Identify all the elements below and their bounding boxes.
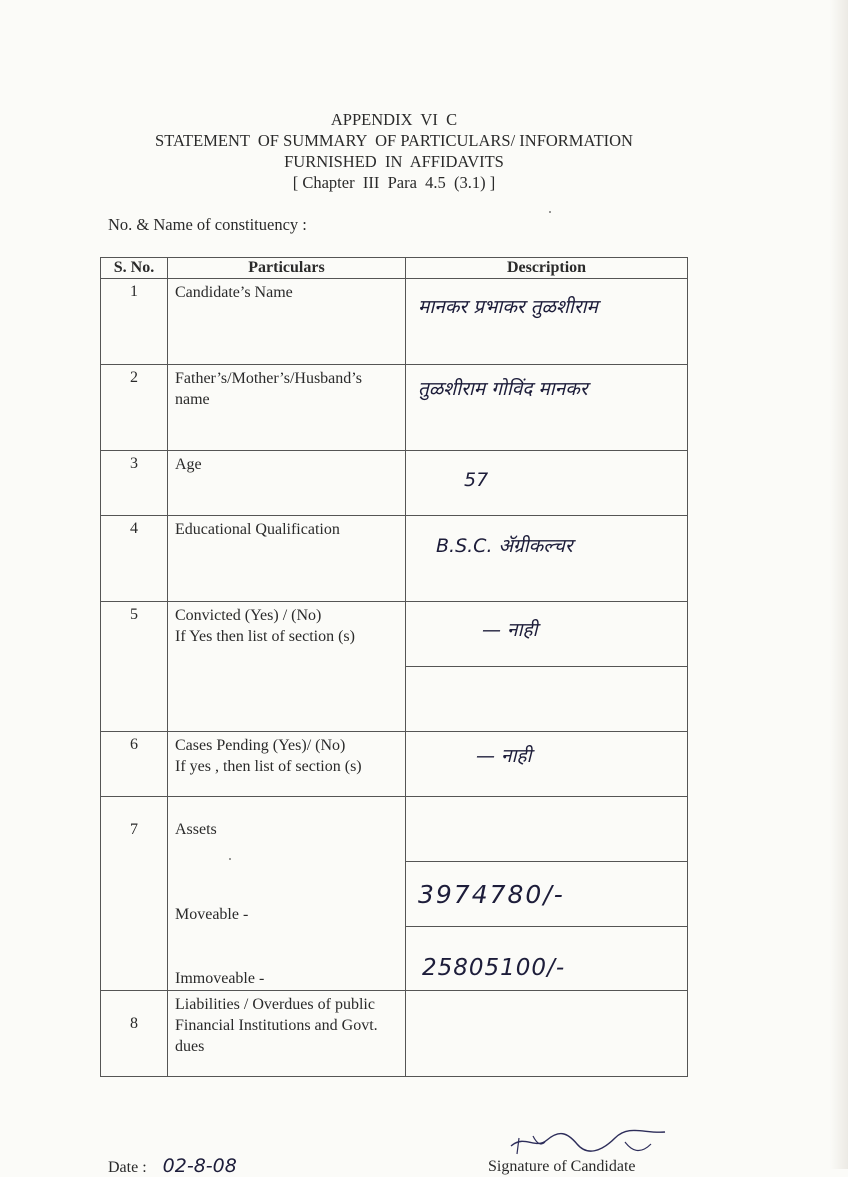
table-row — [101, 516, 688, 602]
row-description — [406, 991, 688, 1077]
statement-title: STATEMENT OF SUMMARY OF PARTICULARS/ INFORMATION — [155, 131, 633, 150]
row-sno: 5 — [101, 602, 168, 732]
handwritten-age: 57 — [464, 469, 489, 491]
row-description — [406, 451, 688, 516]
row-particulars: Candidate’s Name — [168, 279, 406, 365]
page-edge-shadow — [830, 0, 848, 1169]
header-description: Description — [406, 258, 688, 279]
document-header — [0, 109, 788, 193]
convicted-label: Convicted (Yes) / (No) — [175, 607, 322, 624]
immoveable-value-cell — [406, 927, 687, 990]
table-row — [101, 365, 688, 451]
row-description — [406, 279, 688, 365]
row-sno: 7 — [101, 797, 168, 991]
row-description — [406, 365, 688, 451]
row-particulars — [168, 602, 406, 732]
handwritten-candidate-name: मानकर प्रभाकर तुळशीराम — [418, 296, 598, 318]
row-description — [406, 516, 688, 602]
appendix-title: APPENDIX VI C — [330, 110, 458, 129]
table-row — [101, 451, 688, 516]
assets-label: Assets — [175, 821, 217, 838]
table-row — [101, 602, 688, 732]
moveable-value-cell — [406, 862, 687, 927]
signature-label: Signature of Candidate — [488, 1158, 636, 1175]
row-particulars: Educational Qualification — [168, 516, 406, 602]
handwritten-qualification: B.S.C. ॲग्रीकल्चर — [436, 535, 573, 557]
particulars-table — [100, 257, 688, 1077]
scan-speck — [549, 211, 551, 213]
convicted-sections-label: If Yes then list of section (s) — [175, 628, 355, 645]
table-row — [101, 991, 688, 1077]
chapter-reference: [ Chapter III Para 4.5 (3.1) ] — [292, 173, 496, 192]
row-sno: 8 — [101, 991, 168, 1077]
date-label: Date : — [108, 1159, 147, 1176]
row-description — [406, 732, 688, 797]
row-description — [406, 602, 688, 732]
row-sno: 6 — [101, 732, 168, 797]
row-description — [406, 797, 688, 991]
row-sno: 4 — [101, 516, 168, 602]
handwritten-convicted-answer: — नाही — [482, 619, 538, 641]
handwritten-immoveable-value: 25805100/- — [422, 955, 566, 981]
table-row — [101, 732, 688, 797]
date-field — [108, 1155, 237, 1177]
assets-total-cell — [406, 797, 687, 862]
cases-sections-label: If yes , then list of section (s) — [175, 758, 362, 775]
immoveable-label: Immoveable - — [175, 970, 265, 987]
row-particulars — [168, 797, 406, 991]
header-sno: S. No. — [101, 258, 168, 279]
table-row — [101, 797, 688, 991]
row-particulars: Age — [168, 451, 406, 516]
convicted-sections-cell — [406, 667, 687, 731]
row-sno: 1 — [101, 279, 168, 365]
row-particulars — [168, 732, 406, 797]
row-sno: 3 — [101, 451, 168, 516]
row-particulars: Father’s/Mother’s/Husband’s name — [168, 365, 406, 451]
header-particulars: Particulars — [168, 258, 406, 279]
handwritten-moveable-value: 3974780/- — [418, 880, 565, 909]
table-header-row — [101, 258, 688, 279]
cases-pending-label: Cases Pending (Yes)/ (No) — [175, 737, 346, 754]
row-particulars: Liabilities / Overdues of public Financial Institutions and Govt. dues — [168, 991, 406, 1077]
moveable-label: Moveable - — [175, 906, 249, 923]
handwritten-parent-name: तुळशीराम गोविंद मानकर — [418, 378, 588, 400]
convicted-answer-cell — [406, 602, 687, 667]
handwritten-cases-answer: — नाही — [476, 745, 532, 767]
handwritten-date: 02-8-08 — [162, 1155, 237, 1177]
constituency-label: No. & Name of constituency : — [108, 215, 307, 234]
statement-subtitle: FURNISHED IN AFFIDAVITS — [284, 152, 504, 171]
table-row — [101, 279, 688, 365]
row-sno: 2 — [101, 365, 168, 451]
